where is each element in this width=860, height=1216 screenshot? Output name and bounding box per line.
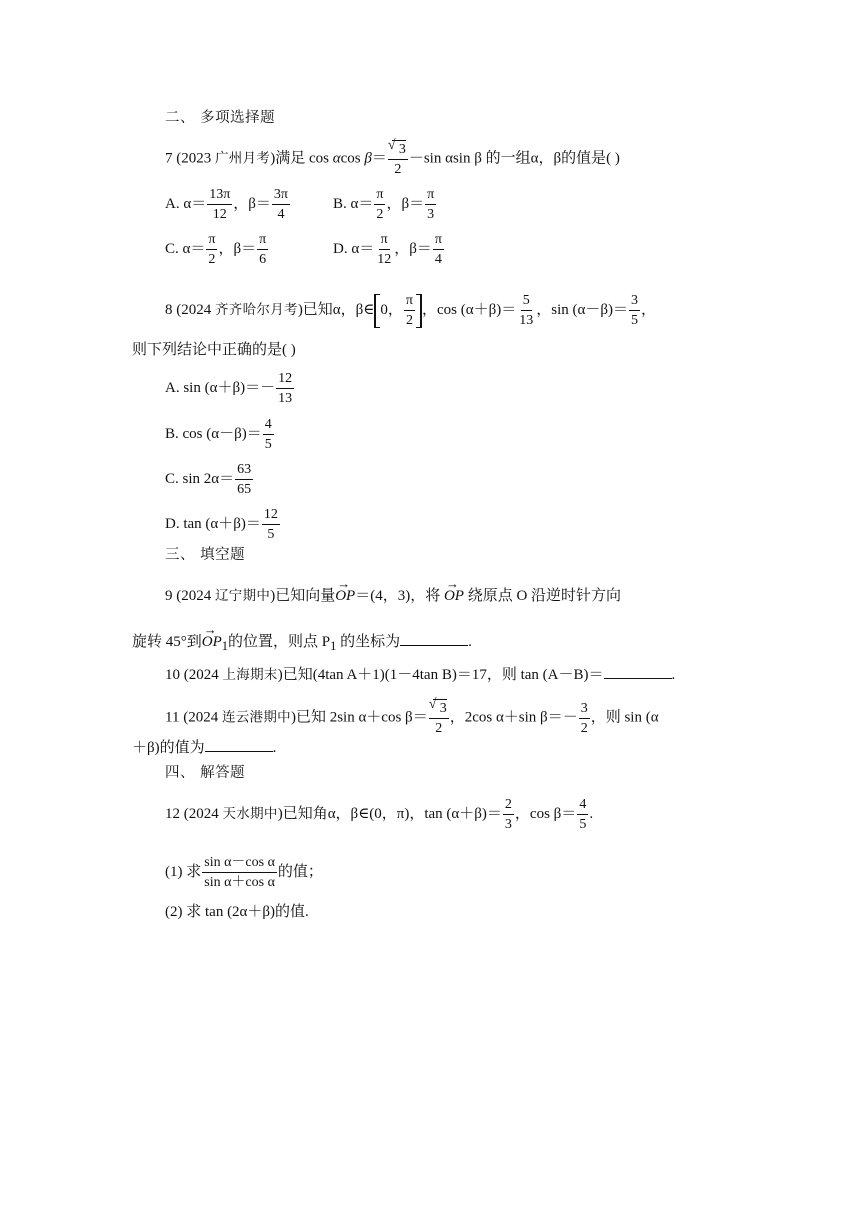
- section-heading-solution: 四、 解答题: [165, 765, 246, 781]
- question-8-stem: 8 (2024 齐齐哈尔月考)已知α，β∈ 0， $\frac{\pi}{2}$ ，cos (α＋β)＝ $\frac{5}{13}$ ，sin (α－β)＝ $\frac{3}{5}$ ，: [165, 293, 656, 328]
- question-7-option-c[interactable]: C. α＝ $\frac{\pi}{2}$ ，β＝ $\frac{\pi}{6}$: [165, 232, 267, 267]
- question-8-option-d[interactable]: D. tan (α＋β)＝ $\frac{12}{5}$: [165, 507, 278, 542]
- question-7-option-d[interactable]: D. α＝ $\frac{\pi}{12}$ ，β＝ $\frac{\pi}{4}$: [333, 232, 442, 267]
- sqrt3-over-2-fraction: √ $\frac{3}{2}$: [388, 140, 408, 178]
- question-9-line-2: 旋转 45°到→ $OP_1$的位置，则点 $P_1$ 的坐标为 .: [132, 631, 472, 656]
- question-10: 10 (2024 上海期末)已知(4tan A＋1)(1－4tan B)＝17，则 tan (A－B)＝ .: [165, 664, 675, 685]
- vector-op: → OP: [335, 586, 355, 606]
- question-8-option-b[interactable]: B. cos (α－β)＝ $\frac{4}{5}$: [165, 417, 272, 452]
- section-heading-fill-in: 三、 填空题: [165, 547, 246, 563]
- question-7-stem: 7 (2023 广州月考)满足 cos αcos β＝ √ $\frac{3}{2}$ －sin αsin β 的一组α，β的值是( ): [165, 140, 620, 178]
- vector-op: → OP: [444, 586, 464, 606]
- answer-blank[interactable]: [205, 737, 273, 752]
- question-12-stem: 12 (2024 天水期中)已知角α，β∈(0，π)，tan (α＋β)＝ $\frac{2}{3}$ ，cos β＝ $\frac{4}{5}$ .: [165, 797, 594, 832]
- question-11-line-1: 11 (2024 连云港期中)已知 2sin α＋cos β＝ √ $\frac{3}{2}$ ，2cos α＋sin β＝－ $\frac{3}{2}$ ，则 sin (α: [165, 699, 659, 737]
- question-7-option-b[interactable]: B. α＝ $\frac{\pi}{2}$ ，β＝ $\frac{\pi}{3}$: [333, 187, 435, 222]
- question-8-option-a[interactable]: A. sin (α＋β)＝－ $\frac{12}{13}$: [165, 371, 293, 406]
- question-8-line-2: 则下列结论中正确的是( ): [132, 342, 296, 358]
- question-7-option-a[interactable]: A. α＝ $\frac{13\pi}{12}$ ，β＝ $\frac{3\pi}{4}$: [165, 187, 288, 222]
- question-11-line-2: ＋β)的值为 .: [132, 737, 276, 758]
- vector-op1: → OP: [202, 632, 222, 652]
- question-12-part-2: (2) 求 tan (2α＋β)的值.: [165, 904, 309, 920]
- question-8-option-c[interactable]: C. sin 2α＝ $\frac{63}{65}$: [165, 462, 252, 497]
- answer-blank[interactable]: [604, 664, 672, 679]
- question-12-part-1: (1) 求 $\frac{\text{sin α－cos α}}{\text{sin α＋cos α}}$ 的值；: [165, 855, 323, 890]
- answer-blank[interactable]: [400, 631, 468, 646]
- question-9-line-1: 9 (2024 辽宁期中)已知向量→ OP＝(4，3)，将 → OP 绕原点 O 沿逆时针方向: [165, 586, 621, 606]
- section-heading-multiple-choice: 二、 多项选择题: [165, 110, 276, 126]
